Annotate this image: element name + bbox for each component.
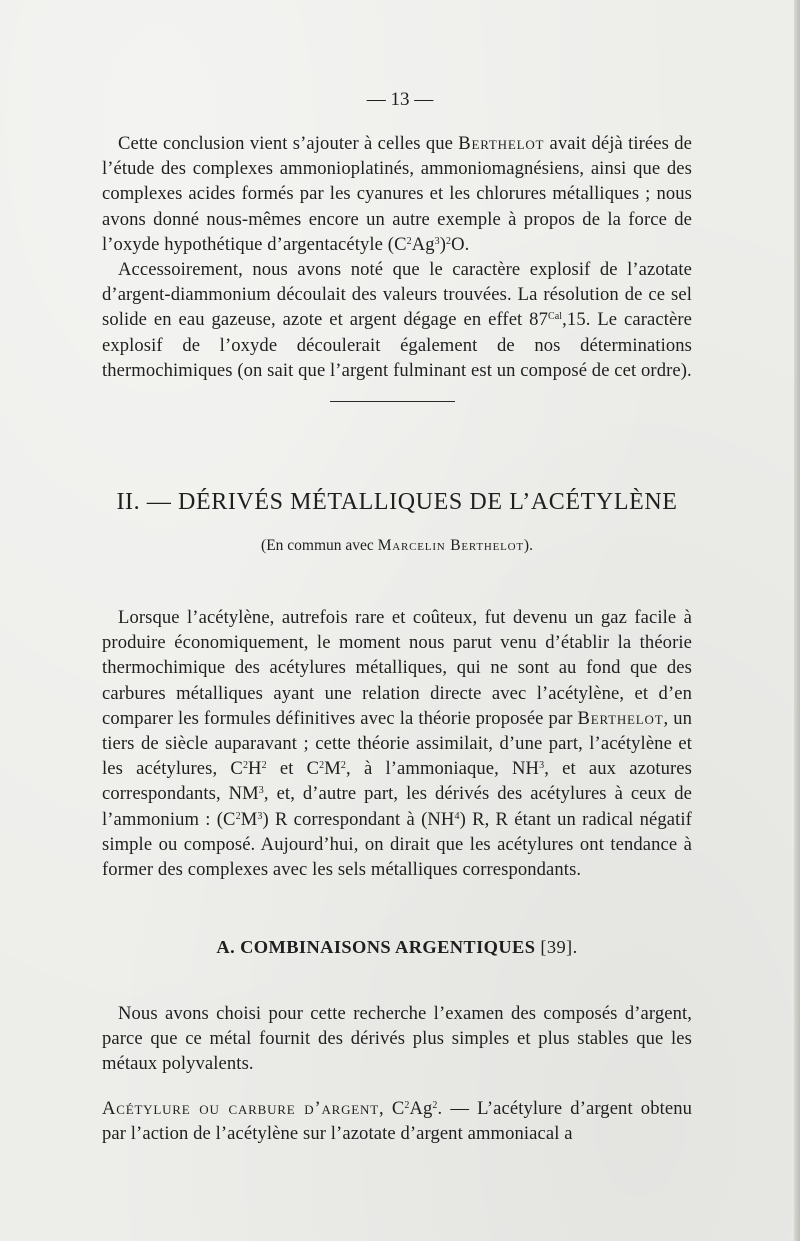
text-run: Cette conclusion vient s’ajouter à celles que: [118, 133, 459, 154]
page-number: — 13 —: [366, 89, 434, 110]
section-collaboration-note: [102, 537, 692, 555]
formula-superscript: 2: [319, 760, 325, 772]
reference-number: [39].: [540, 937, 578, 957]
text-run: Ag: [411, 233, 435, 255]
text-run: M: [240, 808, 258, 830]
text-run: ) R, R étant un radical négatif simple ou composé. Aujourd’hui, on dirait que les acétylures ont tendance à former des complexes avec les sels métalliques correspondants.: [102, 808, 692, 881]
formula-superscript: 2: [432, 1100, 438, 1111]
formula-superscript: 2: [261, 760, 267, 772]
text-run: ).: [523, 537, 533, 554]
text-run: , et aux azotures correspondants, NM: [102, 758, 692, 805]
text-run: ) R correspondant à (NH: [262, 808, 455, 830]
formula-superscript: 3: [539, 760, 545, 772]
formula-superscript: 2: [446, 235, 452, 247]
paragraph-acetylene-theory: [102, 605, 692, 882]
text-run: ): [439, 233, 447, 255]
text-run: ,15. Le caractère explosif de l’oxyde découlerait également de nos déterminations thermochimiques (on sait que l’argent fulminant est un composé de cet ordre).: [102, 309, 692, 381]
formula-superscript: 4: [454, 810, 460, 822]
subsection-title-text: A. COMBINAISONS ARGENTIQUES: [216, 937, 541, 957]
text-run: H: [248, 758, 262, 780]
body-text-middle: [102, 605, 692, 882]
text-run: , à l’ammoniaque, NH: [346, 758, 540, 780]
text-run: Ag: [409, 1098, 433, 1119]
paragraph-silver-choice: Nous avons choisi pour cette recherche l’examen des composés d’argent, parce que ce métal fournit des dérivés plus simples et plus stables que les métaux polyvalents.: [102, 1003, 692, 1075]
paragraph-silver-acetylide: [102, 1096, 692, 1146]
author-name: Berthelot: [577, 707, 664, 729]
text-run: O.: [451, 233, 470, 255]
text-run: M: [324, 758, 341, 780]
text-run: , et, d’autre part, les dérivés des acétylures à ceux de l’ammonium : (C: [102, 783, 693, 830]
section-title: II. — DÉRIVÉS MÉTALLIQUES DE L’ACÉTYLÈNE: [116, 489, 678, 515]
formula-superscript: 2: [406, 235, 412, 247]
formula-superscript: 2: [340, 760, 347, 772]
text-run: avait déjà tirées de l’étude des complexes ammonioplatinés, ammoniomagnésiens, ainsi que des complexes acides formés par les cyanures et les chlorures métalliques ; nous avons donné nous-mêmes encore un autre exemple à propos de la force de l’oxyde hypothétique d’argentacétyle (C: [102, 133, 692, 255]
formula-superscript: 3: [434, 235, 440, 247]
formula-superscript: 2: [235, 810, 241, 822]
section-divider-rule: [330, 401, 455, 402]
formula-superscript: 2: [242, 760, 249, 772]
unit-superscript: Cal: [547, 311, 563, 323]
body-text-top: [102, 131, 692, 383]
entry-heading: Acétylure ou carbure d’argent: [102, 1098, 379, 1119]
body-text-bottom: [102, 1001, 692, 1077]
body-text-footer: [102, 1096, 692, 1146]
text-run: , C: [378, 1098, 405, 1119]
text-run: Accessoirement, nous avons noté que le caractère explosif de l’azotate d’argent-diammonium découlait des valeurs trouvées. La résolution de ce sel solide en eau gazeuse, azote et argent dégage en effet 87: [102, 259, 692, 331]
text-run: (En commun avec: [261, 537, 378, 554]
formula-superscript: 3: [257, 810, 263, 822]
subsection-title: [102, 937, 692, 958]
author-name: Berthelot: [458, 133, 545, 154]
text-run: . — L’acétylure d’argent obtenu par l’action de l’acétylène sur l’azotate d’argent ammoniacal a: [102, 1098, 693, 1145]
text-run: , un tiers de siècle auparavant ; cette théorie assimilait, d’une part, l’acétylène et les acétylures, C: [102, 707, 692, 780]
collaborator-name: Marcelin Berthelot: [377, 537, 524, 554]
text-run: et C: [266, 758, 320, 780]
paragraph-berthelot-conclusion: [102, 131, 692, 257]
paragraph-explosive-character: [102, 257, 692, 383]
formula-superscript: 2: [404, 1100, 410, 1111]
page-edge-shadow: [794, 0, 800, 1241]
formula-superscript: 3: [258, 785, 264, 797]
text-run: Lorsque l’acétylène, autrefois rare et coûteux, fut devenu un gaz facile à produire économiquement, le moment nous parut venu d’établir la théorie thermochimique des acétylures métalliques, qui ne sont au fond que des carbures métalliques ayant une relation directe avec l’acétylène, et d’en comparer les formules définitives avec la théorie proposée par: [102, 607, 692, 729]
